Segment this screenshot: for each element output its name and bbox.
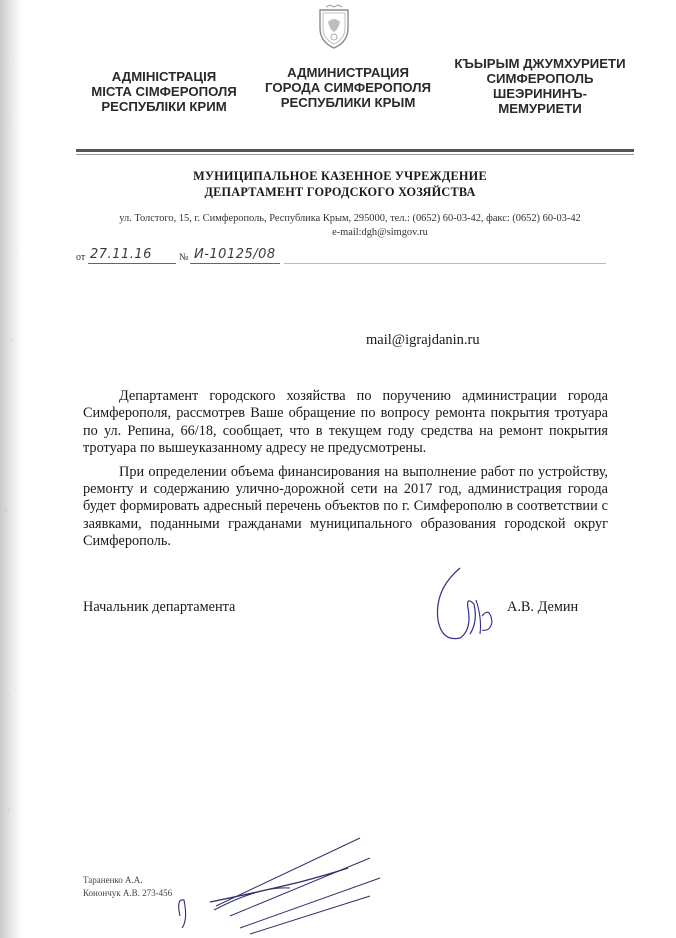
paragraph-2: При определении объема финансирования на выполнение работ по устройству, ремонту и содержанию улично-дорожной сети на 2017 год, администрация города будет формировать адресный перечень объектов по г. Симферополю в соответствии с заявками, поданными гражданами муниципального образования городской округ Симферополь. <box>83 463 608 550</box>
header-crimean-tatar: КЪЫРЫМ ДЖУМХУРИЕТИ СИМФЕРОПОЛЬ ШЕЭРИНИНЪ- МЕМУРИЕТИ <box>454 56 626 116</box>
executor-2: Конончук А.В. 273-456 <box>83 888 173 898</box>
address-line: ул. Толстого, 15, г. Симферополь, Республика Крым, 295000, тел.: (0652) 60-03-42, факс: (0652) 60-03-42 <box>119 213 581 224</box>
header-divider-thin <box>76 154 634 155</box>
signatory-title: Начальник департамента <box>83 599 236 615</box>
scan-edge-shadow <box>0 0 22 938</box>
handwritten-scribble <box>170 828 400 938</box>
contacts <box>70 212 630 240</box>
date-underline <box>88 263 176 264</box>
number-label: № <box>179 252 189 263</box>
paragraph-1: Департамент городского хозяйства по поручению администрации города Симферополя, рассмотрев Ваше обращение по вопросу ремонта покрытия тротуара по ул. Репина, 66/18, сообщает, что в текущем году средства на ремонт покрытия тротуара по вышеуказанному адресу не предусмотрены. <box>83 388 608 457</box>
blank-line <box>284 263 606 264</box>
signatory-name: А.В. Демин <box>507 599 579 615</box>
executor-1: Тараненко А.А. <box>83 875 143 885</box>
header-russian: АДМИНИСТРАЦИЯ ГОРОДА СИМФЕРОПОЛЯ РЕСПУБЛИКИ КРЫМ <box>265 65 431 110</box>
handwritten-date: 27.11.16 <box>90 247 152 262</box>
number-underline <box>190 263 280 264</box>
crimea-coat-of-arms-icon <box>314 4 354 50</box>
handwritten-number: И-10125/08 <box>194 247 276 262</box>
header-divider-thick <box>76 149 634 152</box>
executors <box>83 874 172 900</box>
organization-line-2: ДЕПАРТАМЕНТ ГОРОДСКОГО ХОЗЯЙСТВА <box>204 185 476 199</box>
handwritten-signature <box>420 560 500 650</box>
email-line: e-mail:dgh@simgov.ru <box>332 227 428 238</box>
organization-name <box>140 168 540 200</box>
from-label: от <box>76 252 86 263</box>
organization-line-1: МУНИЦИПАЛЬНОЕ КАЗЕННОЕ УЧРЕЖДЕНИЕ <box>193 169 487 183</box>
header-ukrainian: АДМІНІСТРАЦІЯ МІСТА СІМФЕРОПОЛЯ РЕСПУБЛІКИ КРИМ <box>91 69 237 114</box>
letter-body <box>83 388 608 557</box>
recipient-email: mail@igrajdanin.ru <box>366 332 480 348</box>
outgoing-reference <box>76 248 606 264</box>
